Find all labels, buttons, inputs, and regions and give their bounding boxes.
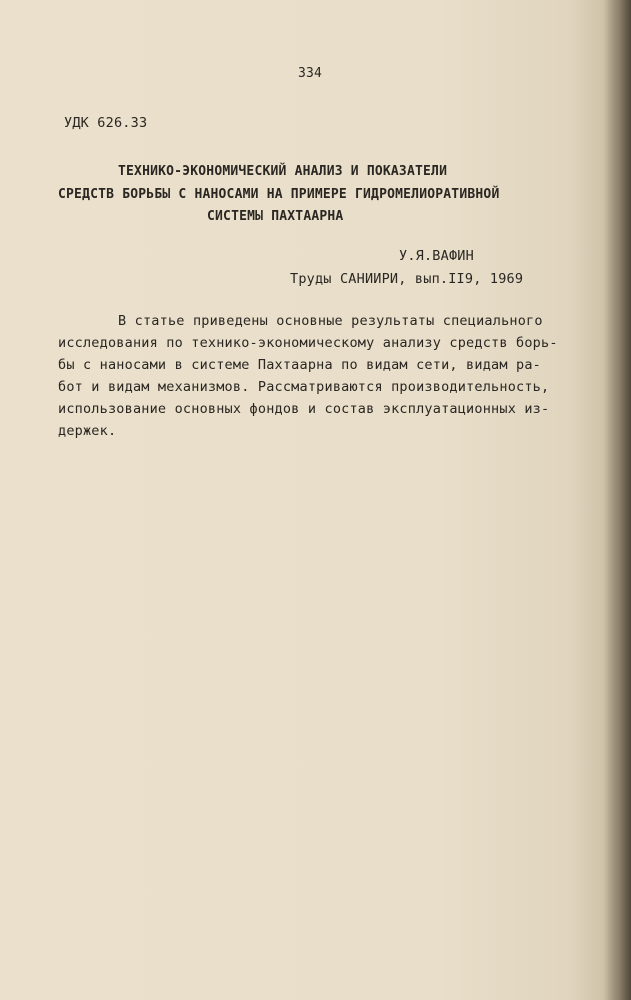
title-line-2: СРЕДСТВ БОРЬБЫ С НАНОСАМИ НА ПРИМЕРЕ ГИДРОМЕЛИОРАТИВНОЙ	[58, 187, 500, 202]
source-citation: Труды САНИИРИ, вып.II9, 1969	[290, 271, 524, 287]
abstract-line-4: бот и видам механизмов. Рассматриваются производительность,	[58, 379, 550, 395]
abstract-line-1: В статье приведены основные результаты специального	[118, 313, 543, 329]
udk-code: УДК 626.33	[64, 115, 148, 131]
page-number: 334	[298, 66, 323, 81]
book-spine-shadow	[603, 0, 631, 1000]
abstract-line-5: использование основных фондов и состав эксплуатационных из-	[58, 401, 550, 417]
title-line-1: ТЕХНИКО-ЭКОНОМИЧЕСКИЙ АНАЛИЗ И ПОКАЗАТЕЛИ	[118, 164, 448, 179]
abstract-line-6: держек.	[58, 423, 117, 439]
abstract-line-3: бы с наносами в системе Пахтаарна по видам сети, видам ра-	[58, 357, 542, 373]
title-line-3: СИСТЕМЫ ПАХТААРНА	[207, 209, 344, 224]
author-name: У.Я.ВАФИН	[399, 248, 474, 264]
abstract-line-2: исследования по технико-экономическому анализу средств борь-	[58, 335, 558, 351]
